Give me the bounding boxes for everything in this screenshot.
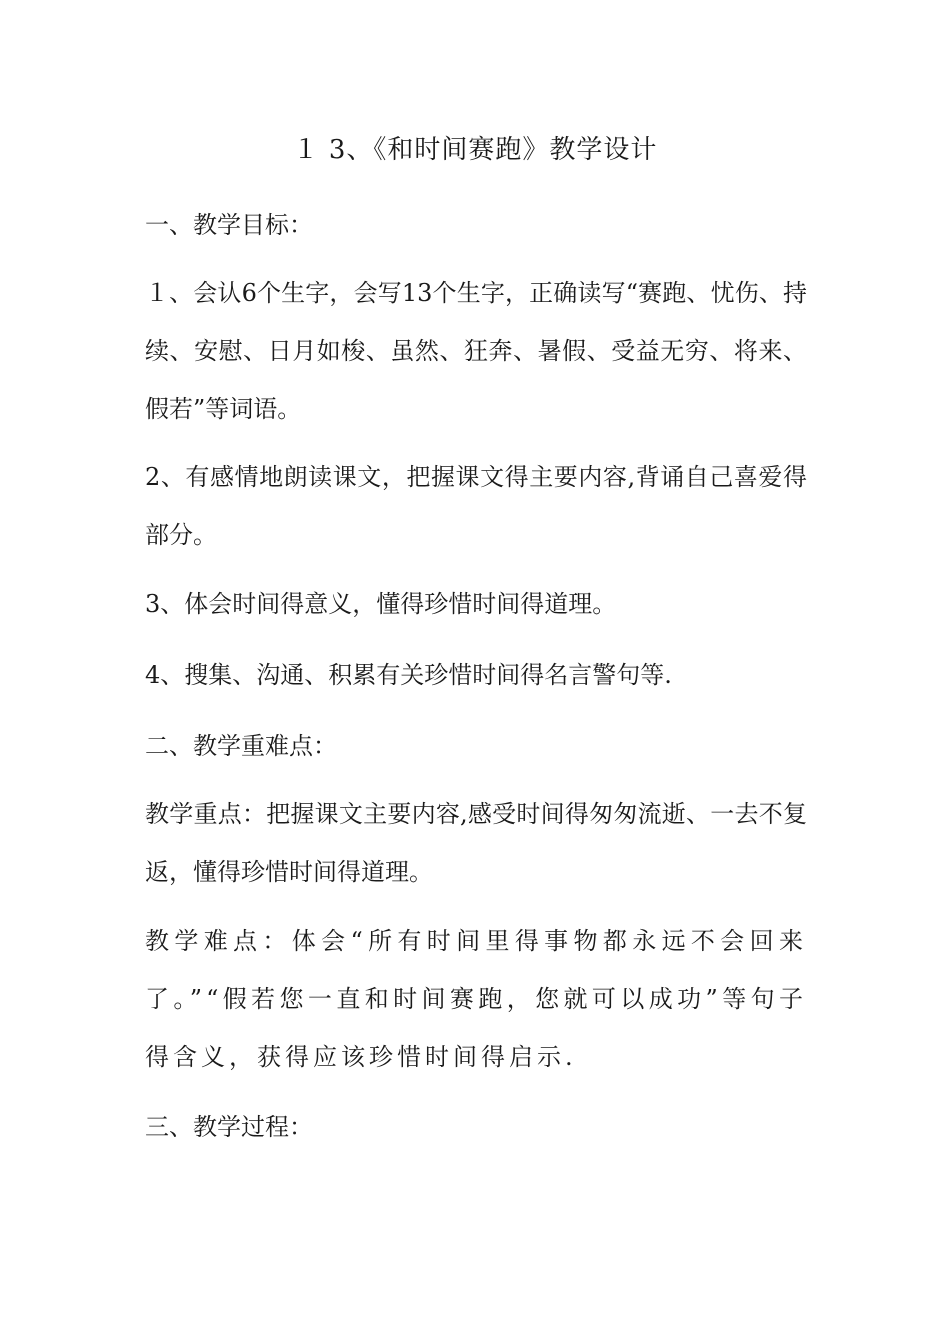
goal-item-3: 3、体会时间得意义，懂得珍惜时间得道理。 — [145, 590, 617, 618]
goal-item-1: １、会认6个生字，会写13个生字，正确读写“赛跑、忧伤、持续、安慰、日月如梭、虽然、狂奔、暑假、受益无穷、将来、假若”等词语。 — [145, 279, 807, 423]
difficult-point-text: 教学难点：体会“所有时间里得事物都永远不会回来了。”“假若您一直和时间赛跑，您就可以成功”等句子得含义，获得应该珍惜时间得启示. — [145, 927, 807, 1071]
goal-item-2: 2、有感情地朗读课文，把握课文得主要内容,背诵自己喜爱得部分。 — [145, 463, 807, 549]
process-heading: 三、教学过程： — [145, 1113, 313, 1141]
key-point-text: 教学重点：把握课文主要内容,感受时间得匆匆流逝、一去不复返，懂得珍惜时间得道理。 — [145, 800, 807, 886]
goal-item-4: 4、搜集、沟通、积累有关珍惜时间得名言警句等. — [145, 661, 672, 689]
document-title: １ 3、《和时间赛跑》教学设计 — [292, 135, 658, 165]
goals-heading: 一、教学目标： — [145, 211, 313, 239]
key-points-heading: 二、教学重难点： — [145, 732, 337, 760]
